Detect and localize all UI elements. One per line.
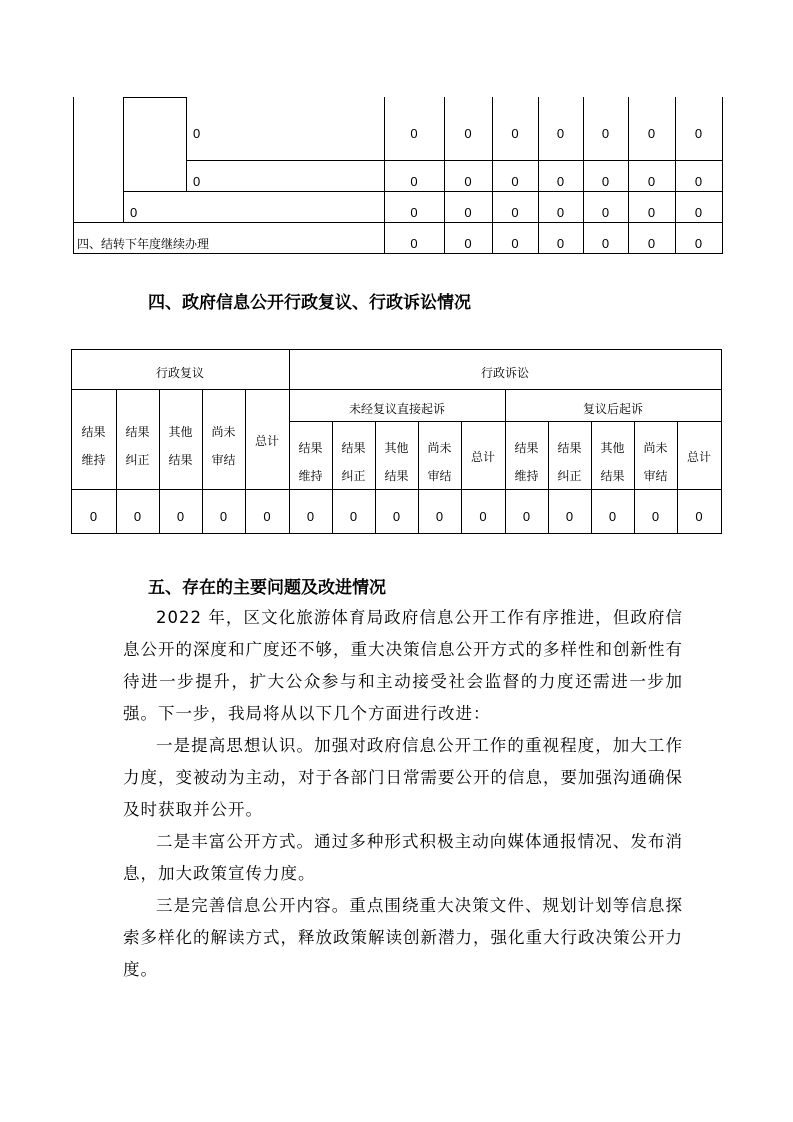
cell-value: 0 bbox=[263, 509, 271, 524]
cell-value: 0 bbox=[410, 126, 418, 141]
cell-value: 0 bbox=[694, 205, 703, 220]
cell-value: 0 bbox=[694, 126, 703, 141]
cell-value: 0 bbox=[479, 509, 487, 524]
col-header: 结果 纠正 bbox=[125, 425, 150, 467]
cell-value: 0 bbox=[176, 509, 185, 524]
cell-value: 0 bbox=[511, 205, 519, 220]
paragraph: 二是丰富公开方式。通过多种形式积极主动向媒体通报情况、发布消息，加大政策宣传力度。 bbox=[123, 832, 683, 883]
cell-value: 0 bbox=[601, 236, 610, 251]
cell-value: 0 bbox=[306, 509, 315, 524]
cell-value: 0 bbox=[392, 509, 401, 524]
col-header: 总计 bbox=[254, 434, 279, 448]
cell-value: 0 bbox=[410, 236, 418, 251]
cell-value: 0 bbox=[556, 205, 565, 220]
row-label: 0 bbox=[130, 205, 138, 220]
cell-value: 0 bbox=[651, 509, 660, 524]
row-label: 四、结转下年度继续办理 bbox=[77, 237, 210, 251]
col-header: 其他 结果 bbox=[384, 441, 409, 483]
col-header: 其他 结果 bbox=[168, 425, 193, 467]
cell-value: 0 bbox=[647, 205, 656, 220]
col-header: 结果 维持 bbox=[514, 441, 539, 483]
cell-value: 0 bbox=[219, 509, 228, 524]
paragraph: 一是提高思想认识。加强对政府信息公开工作的重视程度，加大工作力度，变被动为主动，对于各部门日常需要公开的信息，要加强沟通确保及时获取并公开。 bbox=[123, 736, 683, 819]
cell-value: 0 bbox=[511, 236, 519, 251]
cell-value: 0 bbox=[89, 509, 98, 524]
col-header: 尚未 审结 bbox=[643, 441, 668, 483]
header-admin-review: 行政复议 bbox=[155, 366, 204, 380]
col-header: 结果 纠正 bbox=[341, 441, 366, 483]
cell-value: 0 bbox=[133, 509, 142, 524]
cell-value: 0 bbox=[511, 126, 519, 141]
cell-value: 0 bbox=[464, 205, 472, 220]
paragraph: 2022 年，区文化旅游体育局政府信息公开工作有序推进，但政府信息公开的深度和广度还不够，重大决策信息公开方式的多样性和创新性有待进一步提升，扩大公众参与和主动接受社会监督的力度还需进一步加强。下一步，我局将从以下几个方面进行改进： bbox=[123, 608, 683, 723]
cell-value: 0 bbox=[694, 236, 703, 251]
cell-value: 0 bbox=[511, 174, 519, 189]
cell-value: 0 bbox=[647, 174, 656, 189]
cell-value: 0 bbox=[522, 509, 531, 524]
cell-value: 0 bbox=[556, 236, 565, 251]
col-header: 尚未 审结 bbox=[427, 441, 452, 483]
header-admin-litigation: 行政诉讼 bbox=[480, 366, 529, 380]
col-header: 尚未 审结 bbox=[211, 425, 236, 467]
cell-value: 0 bbox=[601, 126, 610, 141]
cell-value: 0 bbox=[608, 509, 617, 524]
col-header: 结果 维持 bbox=[81, 425, 106, 467]
col-header: 其他 结果 bbox=[600, 441, 625, 483]
cell-value: 0 bbox=[464, 126, 472, 141]
col-header: 结果 维持 bbox=[298, 441, 323, 483]
cell-value: 0 bbox=[464, 236, 472, 251]
row-label: 0 bbox=[193, 126, 201, 141]
row-label: 0 bbox=[193, 174, 201, 189]
paragraph: 三是完善信息公开内容。重点围绕重大决策文件、规划计划等信息探索多样化的解读方式，释放政策解读创新潜力，强化重大行政决策公开力度。 bbox=[123, 896, 683, 979]
cell-value: 0 bbox=[556, 174, 565, 189]
section-body bbox=[123, 602, 683, 986]
cell-value: 0 bbox=[410, 205, 418, 220]
cell-value: 0 bbox=[556, 126, 565, 141]
cell-value: 0 bbox=[647, 236, 656, 251]
section-heading: 五、存在的主要问题及改进情况 bbox=[148, 578, 386, 598]
col-header: 总计 bbox=[686, 450, 711, 464]
col-header: 结果 纠正 bbox=[557, 441, 582, 483]
header-direct-suit: 未经复议直接起诉 bbox=[348, 402, 445, 416]
cell-value: 0 bbox=[601, 174, 610, 189]
cell-value: 0 bbox=[349, 509, 358, 524]
cell-value: 0 bbox=[410, 174, 418, 189]
header-suit-after-review: 复议后起诉 bbox=[582, 402, 643, 416]
cell-value: 0 bbox=[601, 205, 610, 220]
cell-value: 0 bbox=[565, 509, 574, 524]
cell-value: 0 bbox=[647, 126, 656, 141]
cell-value: 0 bbox=[435, 509, 444, 524]
section-heading: 四、政府信息公开行政复议、行政诉讼情况 bbox=[148, 293, 471, 313]
cell-value: 0 bbox=[694, 174, 703, 189]
col-header: 总计 bbox=[470, 450, 495, 464]
cell-value: 0 bbox=[464, 174, 472, 189]
cell-value: 0 bbox=[695, 509, 703, 524]
